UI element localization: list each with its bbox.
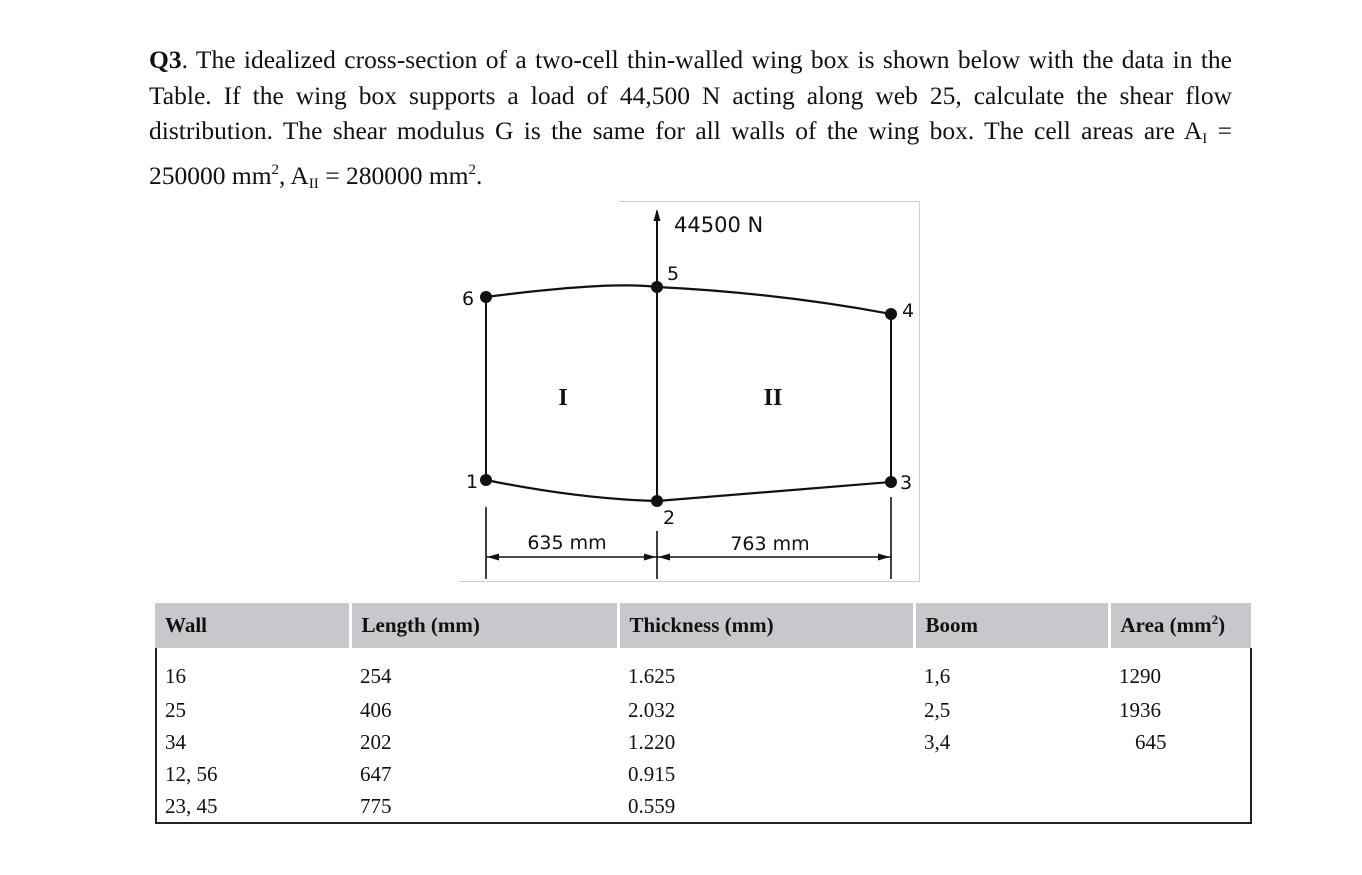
question-body: . The idealized cross-section of a two-cell thin-walled wing box is shown below with the data in the Table. If the wing box supports a load of 44,500 N acting along web 25, calculate the shear flow distribution. The shear modulus G is the same for all walls of the wing box. The cell areas are A [149,45,1232,145]
header-area [1109,603,1251,648]
cell-wall: 23, 45 [165,793,218,818]
cell-length: 775 [360,793,392,818]
cell-area: 1290 [1119,663,1161,688]
boom-1 [480,474,492,486]
cell-label-1: I [558,385,568,411]
table-row [155,726,1251,758]
dim-arrow-right [878,554,890,561]
table-row [155,790,1251,826]
boom-2 [651,495,663,507]
dim-arrow-mid-left [644,554,656,561]
dim-arrow-left [487,554,499,561]
cell-wall: 34 [165,729,186,754]
cell-thickness: 1.220 [628,729,676,754]
lower-skin [486,480,891,501]
header-area-end: ) [1218,613,1226,637]
cell-wall: 12, 56 [165,761,218,786]
table-row [155,694,1251,726]
dim-arrow-mid-right [658,554,670,561]
boom-label-2: 2 [663,507,676,529]
header-boom: Boom [914,603,1109,648]
load-label: 44500 N [674,213,764,237]
cell-area-value-2: = 280000 mm [318,160,469,190]
boom-6 [480,291,492,303]
cell-length: 202 [360,729,392,754]
cell-length: 647 [360,761,392,786]
wing-box-figure [459,201,920,582]
cell-area-subscript-2: II [308,175,319,192]
unit-superscript-1: 2 [271,161,280,178]
upper-skin [486,285,891,314]
cell-length: 406 [360,697,392,722]
cell-wall: 16 [165,663,186,688]
boom-label-1: 1 [466,471,479,493]
header-length: Length (mm) [350,603,618,648]
table-header-row [155,603,1251,648]
wall-data-table [155,603,1251,826]
cell-area [1109,790,1251,826]
cell-thickness: 0.915 [628,761,676,786]
cell-boom: 2,5 [924,697,951,722]
cell-wall: 25 [165,697,186,722]
cell-thickness: 1.625 [628,663,676,688]
cell-area: 645 [1135,729,1167,754]
boom-5 [651,281,663,293]
header-wall: Wall [155,603,350,648]
cell-area-value-1: = 250000 mm [149,116,1232,190]
dim-label-left: 635 mm [527,532,607,554]
cell-area: 1936 [1119,697,1161,722]
wing-box-diagram [459,201,920,582]
table-row [155,648,1251,694]
question-text [149,42,1232,202]
cell-boom [914,790,1109,826]
header-area-sup: 2 [1211,612,1219,627]
unit-superscript-2: 2 [468,161,476,178]
boom-label-4: 4 [902,300,915,322]
boom-label-5: 5 [667,263,680,285]
header-area-text: Area (mm [1120,613,1212,637]
question-end: . [476,160,483,190]
cell-boom: 1,6 [924,663,951,688]
cell-thickness: 0.559 [628,793,676,818]
cell-area-subscript-1: I [1202,131,1208,147]
boom-label-6: 6 [462,288,475,310]
load-arrow-head [654,209,661,221]
dim-label-right: 763 mm [730,533,810,555]
question-label: Q3 [149,45,182,74]
cell-thickness: 2.032 [628,697,676,722]
header-thickness: Thickness (mm) [618,603,914,648]
cell-length: 254 [360,663,392,688]
table-row [155,758,1251,790]
boom-label-3: 3 [900,472,913,494]
cell-label-2: II [763,385,783,411]
cell-boom: 3,4 [924,729,951,754]
cell-area-separator: , A [279,160,309,190]
cell-area [1109,758,1251,790]
boom-4 [885,308,897,320]
boom-3 [885,476,897,488]
cell-boom [914,758,1109,790]
